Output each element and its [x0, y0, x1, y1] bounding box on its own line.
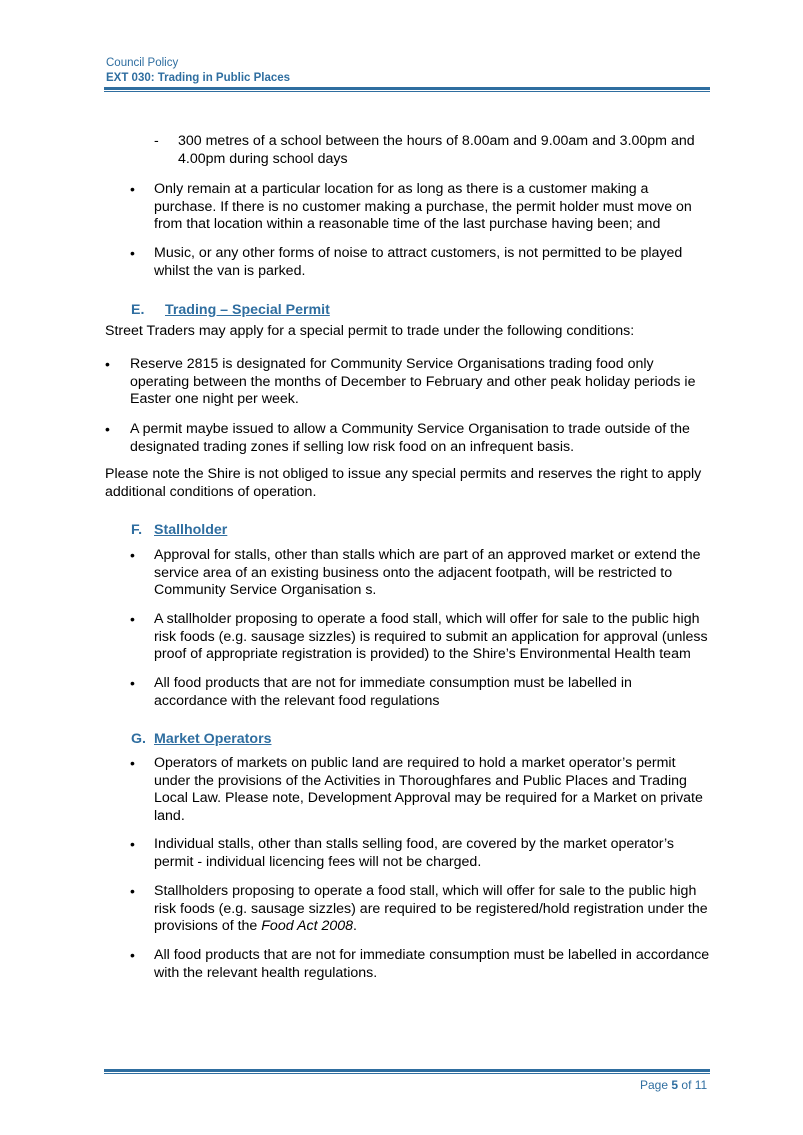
stallholder-text-end: . [353, 918, 357, 934]
food-act-reference: Food Act 2008 [261, 918, 354, 934]
list-item-text: Approval for stalls, other than stalls which are part of an approved market or extend the service area of an existing business onto the adjacent footpath, will be restricted to Community Service Organisation s. [154, 547, 701, 598]
section-title: Trading – Special Permit [165, 302, 330, 318]
header-line2: EXT 030: Trading in Public Places [106, 72, 291, 84]
bullet-glyph: • [130, 245, 135, 261]
current-page: 5 [671, 1078, 679, 1092]
list-item-text: A stallholder proposing to operate a food stall, which will offer for sale to the public high risk foods (e.g. sausage sizzles) is required to submit an application for approval (unless proof of appropriate registration is provided) to the Shire’s Environmental Health team [154, 611, 708, 662]
dash-marker: - [154, 133, 159, 149]
list-item-text: Reserve 2815 is designated for Community Service Organisations trading food only operating between the months of December to February and other peak holiday periods ie Easter one night per week. [130, 356, 696, 407]
bullet-glyph: • [130, 883, 135, 899]
section-title: Market Operators [154, 731, 272, 747]
bullet-glyph: • [130, 836, 135, 852]
bullet-glyph: • [105, 356, 110, 372]
list-item-text [154, 883, 714, 936]
header-line1: Council Policy [106, 57, 179, 69]
section-letter: E. [131, 302, 145, 318]
list-item-text: A permit maybe issued to allow a Community Service Organisation to trade outside of the designated trading zones if selling low risk food on an infrequent basis. [130, 421, 690, 455]
list-item-text: All food products that are not for immediate consumption must be labelled in accordance with the relevant food regulations [154, 675, 632, 709]
section-letter: G. [131, 731, 146, 747]
list-item-text: Operators of markets on public land are required to hold a market operator’s permit under the provisions of the Activities in Thoroughfares and Public Places and Trading Local Law. Please note, Development Approval may be required for a Market on private land. [154, 755, 703, 824]
list-item-text: All food products that are not for immediate consumption must be labelled in accordance with the relevant health regulations. [154, 947, 710, 981]
of-label: of [681, 1078, 692, 1092]
total-pages: 11 [694, 1078, 708, 1092]
header-rule [104, 87, 710, 92]
stallholder-text: Stallholders proposing to operate a food stall, which will offer for sale to the public high risk foods (e.g. sausage sizzles) are required to be registered/hold registration under the provisions of the [154, 883, 708, 934]
section-g-heading [131, 731, 271, 749]
section-e-intro: Street Traders may apply for a special permit to trade under the following conditions: [105, 323, 635, 339]
list-item-text: Music, or any other forms of noise to attract customers, is not permitted to be played whilst the van is parked. [154, 245, 683, 279]
section-title: Stallholder [154, 522, 228, 538]
bullet-glyph: • [130, 611, 135, 627]
document-header [106, 56, 290, 86]
section-e-heading [131, 302, 330, 320]
page-number [640, 1078, 707, 1092]
bullet-glyph: • [105, 421, 110, 437]
bullet-glyph: • [130, 755, 135, 771]
bullet-glyph: • [130, 675, 135, 691]
section-letter: F. [131, 522, 143, 538]
bullet-glyph: • [130, 547, 135, 563]
bullet-glyph: • [130, 947, 135, 963]
section-e-note: Please note the Shire is not obliged to issue any special permits and reserves the right to apply additional conditions of operation. [105, 466, 702, 500]
bullet-glyph: • [130, 181, 135, 197]
list-item-text: Only remain at a particular location for as long as there is a customer making a purchase. If there is no customer making a purchase, the permit holder must move on from that location within a reasonable time of the last purchase having been; and [154, 181, 692, 232]
page-label: Page [640, 1078, 669, 1092]
dash-item-text: 300 metres of a school between the hours of 8.00am and 9.00am and 3.00pm and 4.00pm during school days [178, 133, 695, 167]
footer-rule [104, 1069, 710, 1074]
section-f-heading [131, 522, 227, 540]
list-item-text: Individual stalls, other than stalls selling food, are covered by the market operator’s permit - individual licencing fees will not be charged. [154, 836, 674, 870]
